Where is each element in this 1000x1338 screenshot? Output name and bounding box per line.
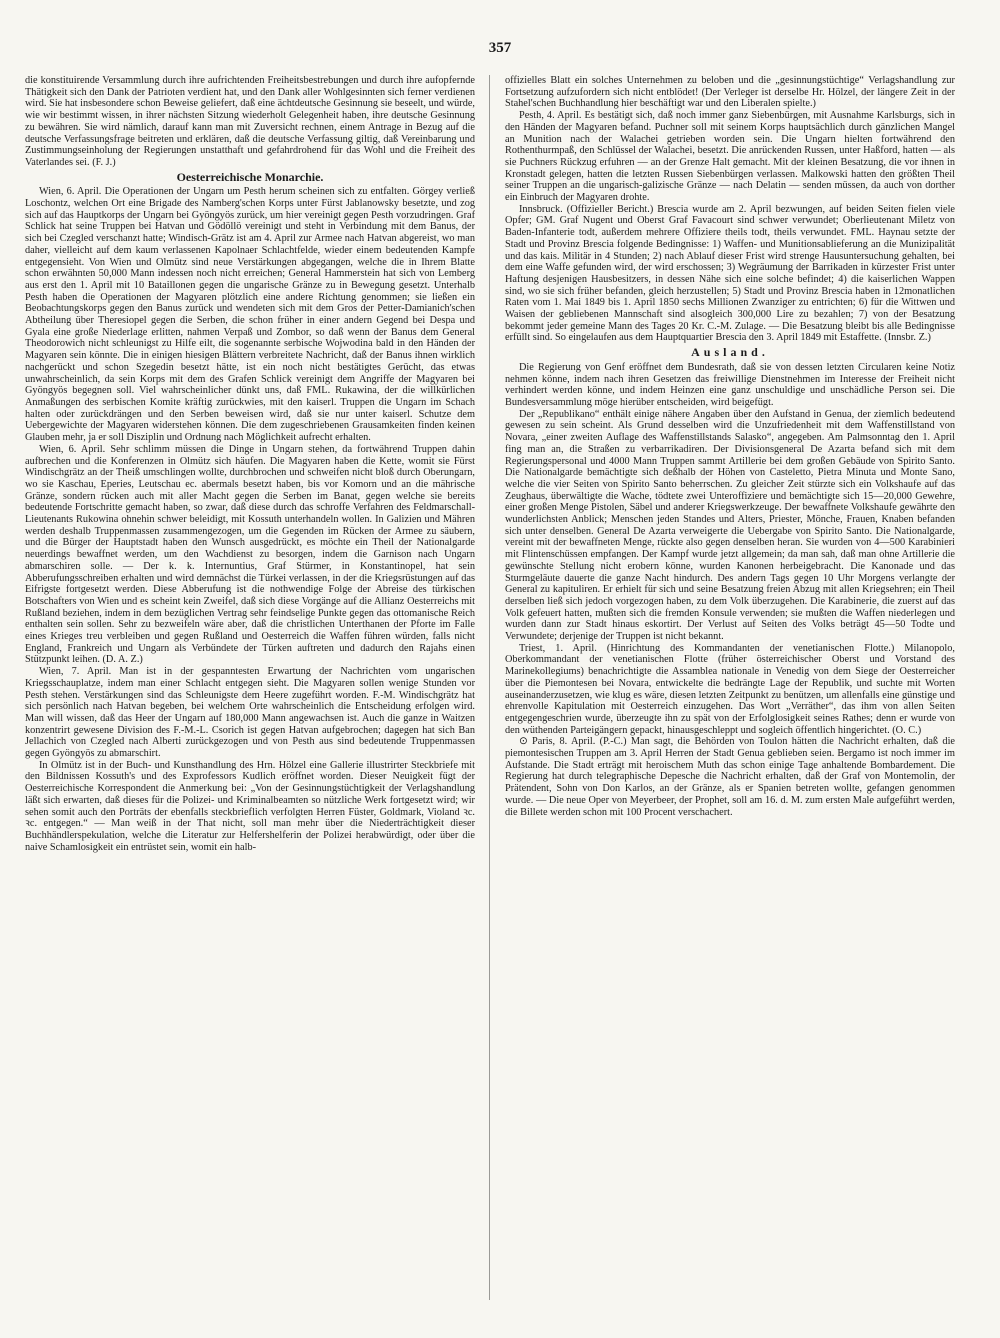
article-paragraph: Wien, 6. April. Die Operationen der Ungarn um Pesth herum scheinen sich zu entfalten. Görgey verließ Loschontz, welchen Ort eine Brigade des Namberg'schen Korps unter Fürst Jablanowsky besetzte, und zog sich auf das Hauptkorps der Ungarn bei Gyöngyös zurück, um hier vereinigt gegen Pesth vorzudringen. Graf Schlick hat seine Truppen bei Hatvan und Gödöllö vereinigt und steht in Verbindung mit dem Banus, der sich bei Czegled verschanzt hatte; Windisch-Grätz ist am 4. April zur Armee nach Hatvan abgereist, wo man daher, vielleicht auf dem kaum verlassenen Kapolnaer Schlachtfelde, wieder einem bedeutenden Kampfe entgegensieht. Von Wien und Olmütz sind neue Verstärkungen abgegangen, welche die in Ihrem Blatte schon erwähnten 50,000 Mann indessen noch nicht erreichen; General Hammerstein hat sich von Lemberg aus erst den 1. April mit 10 Bataillonen gegen die ungarische Gränze zu in Bewegung gesetzt. Unterhalb Pesth haben die Operationen der Magyaren plötzlich eine andere Richtung genommen; sie ließen ein Beobachtungskorps gegen den Banus zurück und wendeten sich mit dem Gros der Petter-Damianich'schen Abtheilung über Theresiopel gegen die Serben, die schon früher in einer andern Gegend bei Despa und Gyala eine große Niederlage erlitten, nahmen Verpaß und Zombor, so daß wenn der Banus dem General Theodorowich nicht schleunigst zu Hilfe eilt, die sogenannte serbische Wojwodina bald in den Händen der Magyaren sein könnte. Die in einigen hiesigen Blättern verbreitete Nachricht, daß der Banus ihnen wirklich nachgerückt und schon Szegedin besetzt hätte, ist ein noch nicht bestätigtes Gerücht, das etwas unwahrscheinlich, da sein Korps mit dem des Grafen Schlick vereinigt dem Angriffe der Magyaren bei Gyöngyös begegnen soll. Viel wahrscheinlicher dünkt uns, daß FML. Rukawina, der die willkürlichen Anmaßungen des serbischen Komite kräftig zurückwies, mit den kaiserl. Truppen die Ungarn im Schach halten oder zurückdrängen und den Serben beweisen wird, daß sie nur unter kaiserl. Schutze dem Uebergewichte der Magyaren widerstehen können. Die dem zugeschriebenen Grausamkeiten finden keinen Glauben mehr, ja er soll Disziplin und Ordnung nach Möglichkeit aufrecht erhalten. <box>25 186 475 444</box>
article-paragraph: Wien, 7. April. Man ist in der gespanntesten Erwartung der Nachrichten vom ungarischen Kriegsschauplatze, indem man einer Schlacht entgegen sieht. Die Magyaren sollen wenige Stunden vor Pesth stehen. Verstärkungen sind das Schleunigste dem Heere zugeführt worden. F.-M. Windischgrätz hat sich persönlich nach Hatvan begeben, bei welchem Orte wahrscheinlich die Entscheidung erfolgen wird. Man will wissen, daß das Heer der Ungarn auf 180,000 Mann angewachsen ist. Auch die ganze in Waitzen konzentrirt gewesene Division des F.-M.-L. Csorich ist gegen Hatvan aufgebrochen; dagegen hat sich Ban Jellachich von Czegled nach Alberti zurückgezogen und von Pesth aus sind bedeutende Truppenmassen gegen Gyöngyös zu abmarschirt. <box>25 666 475 760</box>
article-paragraph: Wien, 6. April. Sehr schlimm müssen die Dinge in Ungarn stehen, da fortwährend Truppen dahin aufbrechen und die Konferenzen in Olmütz sich häufen. Die Magyaren haben die Kette, womit sie Fürst Windischgrätz an der Theiß umschlingen wollte, durchbrochen und schweifen nicht bloß durch Oberungarn, wo sie Kaschau, Eperies, Leutschau ec. abermals besetzt haben, bis vor Komorn und an die mährische Gränze, sondern rücken auch mit aller Macht gegen die Serben im Banat, gegen welche sie bereits bedeutende Fortschritte gemacht haben, so zwar, daß diese durch das schroffe Verfahren des Feldmarschall-Lieutenants Rukowina ohnehin schwer beleidigt, mit Kossuth unterhandeln wollen. In Galizien und Mähren werden deshalb Truppenmassen zusammengezogen, um die Gegenden im Rücken der Armee zu säubern, und die Bürger der Hauptstadt haben den Wunsch ausgedrückt, es möchte ein Theil der Nationalgarde neuerdings bewaffnet werden, um den Wachdienst zu besorgen, indem die Garnison nach Ungarn abmarschiren solle. — Der k. k. Internuntius, Graf Stürmer, in Konstantinopel, hat sein Abberufungsschreiben erhalten und wird demnächst die Türkei verlassen, in der die Kriegsrüstungen auf das Eifrigste fortgesetzt werden. Diese Abberufung ist die nothwendige Folge der Abreise des türkischen Botschafters von Wien und es scheint kein Zweifel, daß sich diese Vorgänge auf die Allianz Oesterreichs mit Rußland beziehen, indem in dem bezüglichen Vertrag sehr feindselige Punkte gegen das ottomanische Reich enthalten sein sollen. Sehr zu bezweifeln wäre aber, daß die christlichen Unterthanen der Pforte im Falle eines Krieges treu verbleiben und gegen Rußland und Oesterreich die Waffen führen würden, falls nicht England, Frankreich und Ungarn als Verbündete der Türken auftreten und dadurch den Rajahs einen Stützpunkt leihen. (D. A. Z.) <box>25 443 475 666</box>
article-paragraph: ⊙ Paris, 8. April. (P.-C.) Man sagt, die Behörden von Toulon hätten die Nachricht erhalten, daß die piemontesischen Truppen am 3. April Herren der Stadt Genua geblieben seien. Bergamo ist noch immer im Aufstande. Die Stadt erträgt mit heroischem Muth das schon einige Tage anhaltende Bombardement. Die Regierung hat durch telegraphische Depesche die Nachricht erhalten, daß der Graf von Montemolin, der Prätendent, Sohn von Don Karlos, an der Gränze, als er Spanien betreten wollte, gefangen genommen wurde. — Die neue Oper von Meyerbeer, der Prophet, soll am 16. d. M. zum ersten Male aufgeführt werden, die Billete werden schon mit 100 Procent verschachert. <box>505 736 955 818</box>
article-paragraph: offizielles Blatt ein solches Unternehmen zu beloben und die „gesinnungstüchtige“ Verlagshandlung zur Fortsetzung aufzufordern sich nicht entblödet! (Der Verleger ist derselbe Hr. Hölzel, der längere Zeit in der Stahel'schen Buchhandlung hier beschäftigt war und den Liberalen spielte.) <box>505 75 955 110</box>
left-column <box>25 75 475 1320</box>
section-heading-ausland: Ausland. <box>691 345 769 360</box>
section-heading-monarchie: Oesterreichische Monarchie. <box>176 169 324 184</box>
article-paragraph: Die Regierung von Genf eröffnet dem Bundesrath, daß sie von dessen letzten Circularen keine Notiz nehmen könne, indem nach ihren Gesetzen das freiwillige Dienstnehmen im Interesse der Freiheit nicht verhindert werden könne, und indem Heinzen eine ganz unschuldige und unschädliche Person sei. Die Bundesversammlung möge hierüber entscheiden, wird beigefügt. <box>505 361 955 408</box>
article-paragraph: Triest, 1. April. (Hinrichtung des Kommandanten der venetianischen Flotte.) Milanopolo, Oberkommandant der venetianischen Flotte (früher österreichischer Oberst und Vorstand des Marinekollegiums) benachrichtigte die Assamblea nationale in Venedig von dem Siege der Oesterreicher über die Piemontesen bei Novara, entwickelte die bedrängte Lage der Republik, und suchte mit Worten auseinanderzusetzen, wie klug es wäre, diesen letzten Zeitpunkt zu benützen, um allenfalls eine günstige und ehrenvolle Kapitulation mit Oesterreich einzugehen. Das Wort „Verräther“, das ihm von allen Seiten entgegengeschrien wurde, überzeugte ihn zu spät von der Erfolglosigkeit seines Rathes; denn er wurde von den wüthenden Parteigängern gepackt, hinausgeschleppt und sogleich öffentlich hingerichtet. (O. C.) <box>505 642 955 736</box>
article-paragraph: Der „Republikano“ enthält einige nähere Angaben über den Aufstand in Genua, der ziemlich bedeutend gewesen zu sein scheint. Als Grund desselben wird die Unzufriedenheit mit dem Waffenstillstand von Novara, „einer zweiten Auflage des Waffenstillstands Salasko“, angegeben. Am Palmsonntag den 1. April fing man an, die Straßen zu verbarrikadiren. Der Divisionsgeneral De Azarta befand sich mit dem Regierungspersonal und 4000 Mann Truppen sammt Artillerie bei dem großen Gebäude von Spirito Santo. Die Nationalgarde bemächtigte sich deßhalb der Höhen von Casteletto, Pietra Minuta und Monte Sano, welche die vier Seiten von Spirito Santo beherrschen. Zu gleicher Zeit stürzte sich ein Volkshaufe auf das Zeughaus, überwältigte die Wache, tödtete zwei Unteroffiziere und bemächtigte sich 15—20,000 Gewehre, einer großen Menge Pistolen, Säbel und anderer Kriegswerkzeuge. Der bewaffnete Volkshaufe gewährte den wunderlichsten Anblick; Menschen jeden Standes und Alters, Priester, Mönche, Frauen, Knaben befanden sich unter denselben. General De Azarta verweigerte die Uebergabe von Spirito Santo. Die Nationalgarde, vereint mit der bewaffneten Menge, rückte also gegen denselben heran. Sie wurden von 4—500 Karabinieri mit Flintenschüssen empfangen. Der Kampf wurde jetzt allgemein; da man sah, daß man ohne Artillerie die gewünschte Stellung nicht erobern könne, wurden Kanonen herbeigebracht. Die Kanonade und das Sturmgeläute dauerte die ganze Nacht hindurch. Des andern Tags gegen 10 Uhr Morgens verlangte der General zu kapituliren. Er erhielt für sich und seine Besatzung freien Abzug mit allen Kriegsehren; ein Theil derselben ließ sich jedoch vorgezogen haben, zu dem Volk überzugehen. Die Karabinerie, die zuerst auf das Volk gefeuert hatten, mußten sich die fremden Konsule verwenden; sie mußten die Waffen niederlegen und wurden dann zur Stadt hinaus eskortirt. Der Verlust auf Seiten des Volks beträgt 45—50 Todte und Verwundete; derjenige der Truppen ist nicht bekannt. <box>505 408 955 643</box>
column-divider <box>489 75 490 1300</box>
article-paragraph: In Olmütz ist in der Buch- und Kunsthandlung des Hrn. Hölzel eine Gallerie illustrirter Steckbriefe mit den Bildnissen Kossuth's und des Exprofessors Kudlich eröffnet worden. Dieser Neuigkeit fügt der Oesterreichische Korrespondent die Anmerkung bei: „Von der Gesinnungstüchtigkeit der Verlagshandlung läßt sich erwarten, daß dieses für die Polizei- und Kriminalbeamten so nützliche Werk fortgesetzt wird; wir sehen somit auch den Porträts der ebenfalls steckbrieflich verfolgten Herren Füster, Goldmark, Violand ꝛc. ꝛc. entgegen.“ — Man weiß in der That nicht, soll man mehr über die Niederträchtigkeit dieser Buchhändlerspekulation, welche die Literatur zur Helfershelferin der Polizei herabwürdigt, oder über die naive Schamlosigkeit ein entrüstet sein, womit ein halb- <box>25 759 475 853</box>
article-paragraph: Pesth, 4. April. Es bestätigt sich, daß noch immer ganz Siebenbürgen, mit Ausnahme Karlsburgs, sich in den Händen der Magyaren befand. Puchner soll mit seinem Korps hauptsächlich durch gänzlichen Mangel an Munition nach der Walachei getrieben worden sein. Die Ungarn hielten fortwährend den Rothenthurmpaß, den Schlüssel der Walachei, besetzt. Die anrückenden Russen, unter Haßford, hatten — als sie Puchners Rückzug erfuhren — an der Grenze Halt gemacht. Mit der kleinen Besatzung, die vor ihnen in Kronstadt gelegen, hatten die letzten Russen Siebenbürgen verlassen. Malkowski hatten den größten Theil seiner Truppen an die ungarisch-galizische Gränze — nach Delatin — senden müssen, da auch von dorther ein Einbruch der Magyaren drohte. <box>505 110 955 204</box>
article-paragraph: die konstituirende Versammlung durch ihre aufrichtenden Freiheitsbestrebungen und durch ihre aufopfernde Thätigkeit sich den Dank der Patrioten verdient hat, und den Dank aller Wohlgesinnten sich ferner verdienen wird. Sie hat insbesondere schon Beweise geliefert, daß eine ächtdeutsche Gesinnung sie beseelt, und würde, wie wir bestimmt wissen, in ihrer nächsten Sitzung wiederholt Gelegenheit haben, ihre deutsche Gesinnung zu bewähren. Sie wird nämlich, darauf kann man mit Zuversicht rechnen, einem Antrage in Bezug auf die deutsche Verfassungsfrage beitreten und erklären, daß die deutsche Verfassung giltig, daß Vereinbarung und Zustimmungseinholung der Regierungen unstatthaft und gefahrdrohend für das Wohl und die Freiheit des Vaterlandes sei. (F. J.) <box>25 75 475 168</box>
right-column <box>505 75 955 1320</box>
page-number: 357 <box>488 40 512 56</box>
article-paragraph: Innsbruck. (Offizieller Bericht.) Brescia wurde am 2. April bezwungen, auf beiden Seiten fielen viele Opfer; GM. Graf Nugent und Oberst Graf Favacourt sind schwer verwundet; Oberlieutenant Miletz von Baden-Infanterie todt, außerdem mehrere Offiziere theils todt, theils verwundet. FML. Haynau setzte der Stadt und Provinz Brescia folgende Bedingnisse: 1) Waffen- und Munitionsablieferung an die Munizipalität und das kais. Militär in 4 Stunden; 2) nach Ablauf dieser Frist wird strenge Hausuntersuchung gehalten, bei dem eine Waffe gefunden wird, der wird erschossen; 3) Wegräumung der Barrikaden in kürzester Frist unter Haftung desjenigen Hausbesitzers, in dessen Nähe sich eine solche befindet; 4) die kaiserlichen Wappen sind, wo sie sich früher befanden, gleich herzustellen; 5) Stadt und Provinz Brescia haben in 12monatlichen Raten vom 1. Mai 1849 bis 1. April 1850 sechs Millionen Zwanziger zu entrichten; 6) für die Wittwen und Waisen der gebliebenen Mannschaft sind alsogleich 300,000 Lire zu bezahlen; 7) von der Besatzung bekommt jeder gemeine Mann des Tages 20 Kr. C.-M. Zulage. — Die Besatzung bleibt bis alle Bedingnisse erfüllt sind. So eingelaufen aus dem Hauptquartier Brescia den 3. April 1849 mit Estaffette. (Innsbr. Z.) <box>505 203 955 344</box>
